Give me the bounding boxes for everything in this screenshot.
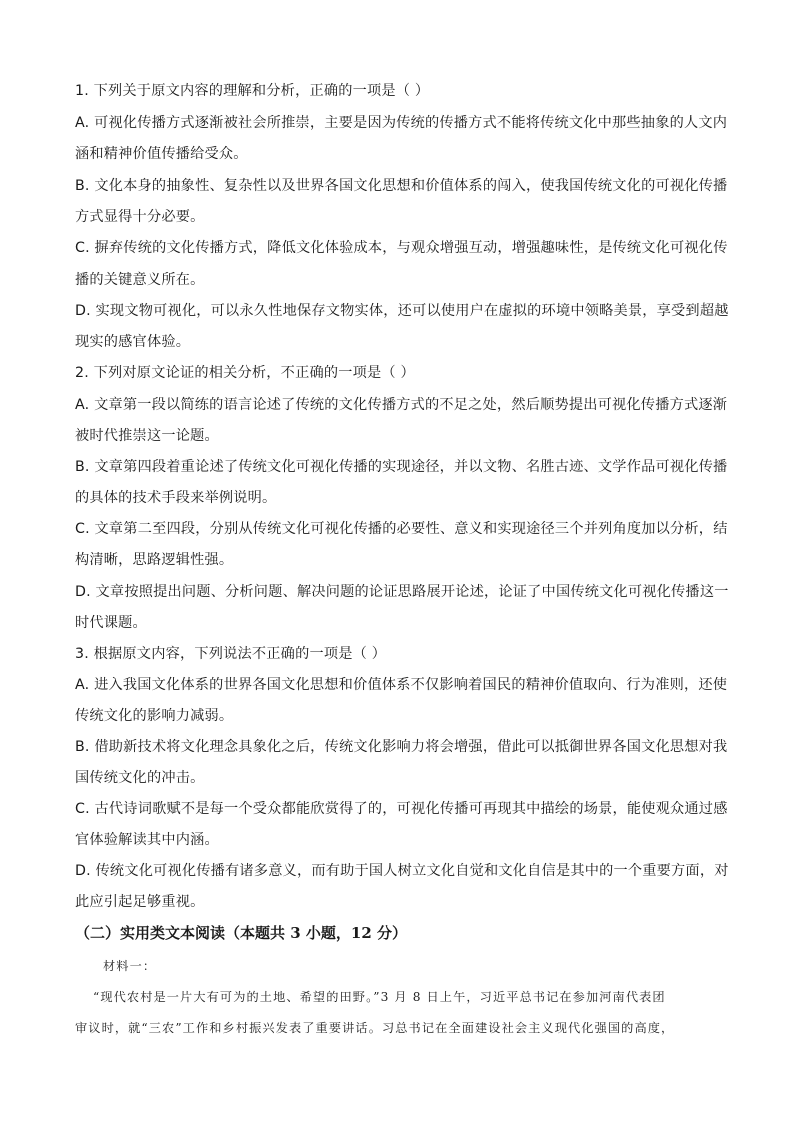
question-3-option-d-line-2: 此应引起足够重视。 <box>75 894 205 910</box>
question-3-option-a-line-1: A. 进入我国文化体系的世界各国文化思想和价值体系不仅影响着国民的精神价值取向、行为准则，还使 <box>75 677 728 693</box>
question-2-option-c-line-1: C. 文章第二至四段，分别从传统文化可视化传播的必要性、意义和实现途径三个并列角度加以分析，结 <box>75 521 728 537</box>
question-3-stem: 3. 根据原文内容，下列说法不正确的一项是（ ） <box>75 646 387 662</box>
question-1-option-c-line-2: 播的关键意义所在。 <box>75 272 205 288</box>
question-3-option-b-line-1: B. 借助新技术将文化理念具象化之后，传统文化影响力将会增强，借此可以抵御世界各国文化思想对我 <box>75 739 728 755</box>
question-1-option-b-line-2: 方式显得十分必要。 <box>75 209 205 225</box>
question-2-option-d-line-2: 时代课题。 <box>75 615 147 631</box>
question-3-option-d-line-1: D. 传统文化可视化传播有诸多意义，而有助于国人树立文化自觉和文化自信是其中的一个重要方面，对 <box>75 863 729 879</box>
question-2-option-a-line-1: A. 文章第一段以简练的语言论述了传统的文化传播方式的不足之处，然后顺势提出可视化传播方式逐渐 <box>75 397 728 413</box>
question-3-option-b-line-2: 国传统文化的冲击。 <box>75 770 205 786</box>
question-3-option-c-line-2: 官体验解读其中内涵。 <box>75 832 219 848</box>
question-2-option-b-line-2: 的具体的技术手段来举例说明。 <box>75 490 277 506</box>
question-3-option-c-line-1: C. 古代诗词歌赋不是每一个受众都能欣赏得了的，可视化传播可再现其中描绘的场景，能使观众通过感 <box>75 801 728 817</box>
material-label: 材料一： <box>103 959 157 973</box>
question-1-option-d-line-2: 现实的感官体验。 <box>75 334 191 350</box>
material-paragraph-line-1: “现代农村是一片大有可为的土地、希望的田野。”3 月 8 日上午，习近平总书记在参加河南代表团 <box>93 990 666 1004</box>
question-3-option-a-line-2: 传统文化的影响力减弱。 <box>75 708 234 724</box>
question-1-stem: 1. 下列关于原文内容的理解和分析，正确的一项是（ ） <box>75 83 430 99</box>
question-2-option-c-line-2: 构清晰，思路逻辑性强。 <box>75 552 234 568</box>
material-paragraph-line-2: 审议时，就“三农”工作和乡村振兴发表了重要讲话。习总书记在全面建设社会主义现代化强国的高度， <box>75 1021 675 1035</box>
section-title: （二）实用类文本阅读（本题共 3 小题，12 分） <box>75 924 407 942</box>
question-2-option-b-line-1: B. 文章第四段着重论述了传统文化可视化传播的实现途径，并以文物、名胜古迹、文学作品可视化传播 <box>75 459 728 475</box>
question-1-option-b-line-1: B. 文化本身的抽象性、复杂性以及世界各国文化思想和价值体系的闯入，使我国传统文化的可视化传播 <box>75 178 728 194</box>
question-1-option-a-line-1: A. 可视化传播方式逐渐被社会所推崇，主要是因为传统的传播方式不能将传统文化中那些抽象的人文内 <box>75 115 728 131</box>
question-2-option-a-line-2: 被时代推崇这一论题。 <box>75 428 219 444</box>
question-2-option-d-line-1: D. 文章按照提出问题、分析问题、解决问题的论证思路展开论述，论证了中国传统文化可视化传播这一 <box>75 584 729 600</box>
question-2-stem: 2. 下列对原文论证的相关分析，不正确的一项是（ ） <box>75 365 415 381</box>
question-1-option-a-line-2: 涵和精神价值传播给受众。 <box>75 146 248 162</box>
question-1-option-c-line-1: C. 摒弃传统的文化传播方式，降低文化体验成本，与观众增强互动，增强趣味性，是传统文化可视化传 <box>75 240 728 256</box>
question-1-option-d-line-1: D. 实现文物可视化，可以永久性地保存文物实体，还可以使用户在虚拟的环境中领略美景，享受到超越 <box>75 303 729 319</box>
